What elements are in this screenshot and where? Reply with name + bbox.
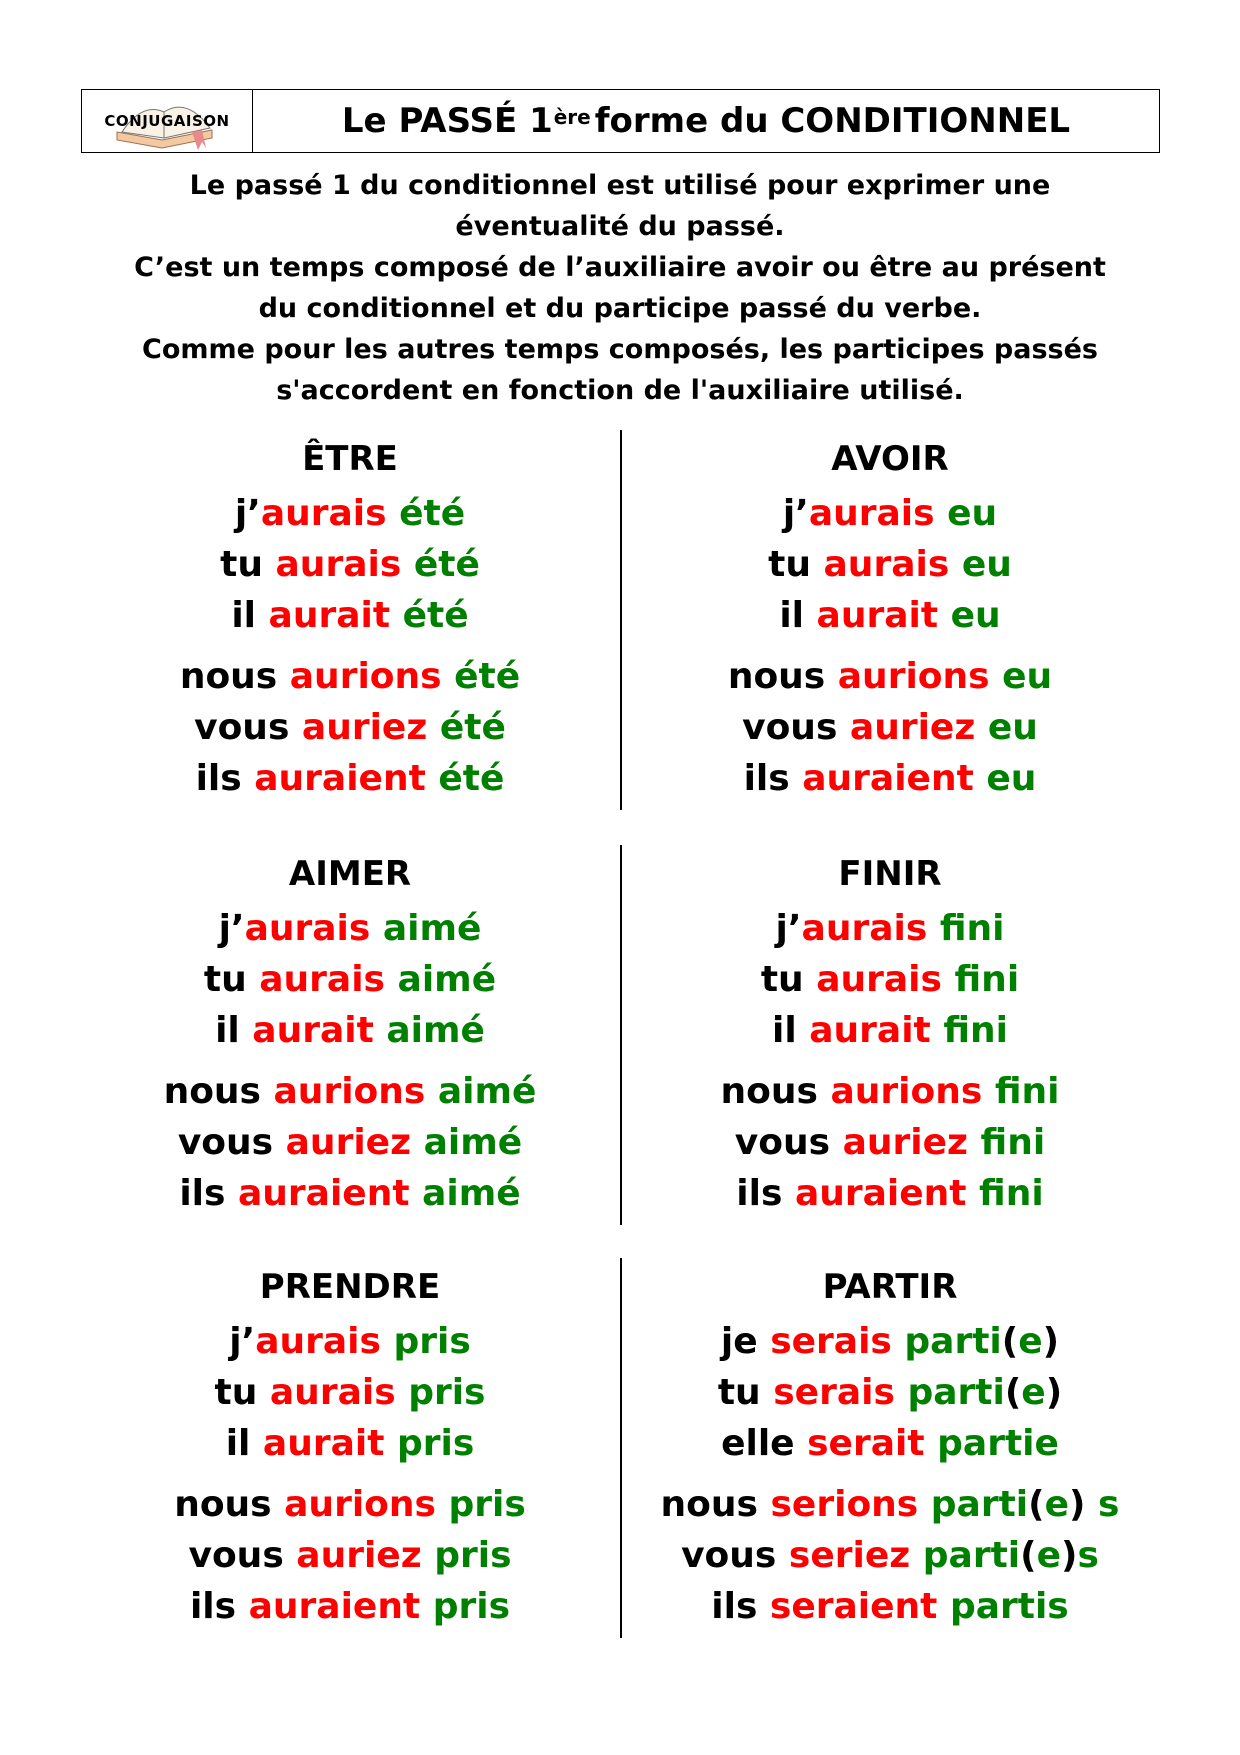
conjugation-line: il aurait fini (772, 1010, 1008, 1051)
conjugation-line: vous auriez fini (734, 1122, 1046, 1163)
conjugation-line: tu serais parti(e) (717, 1372, 1063, 1413)
conjugation-line: nous aurions eu (727, 656, 1053, 697)
verb-heading: AIMER (288, 854, 412, 894)
conjugation-line: elle serait partie (721, 1423, 1059, 1464)
conjugation-line: nous serions parti(e) s (660, 1484, 1120, 1525)
verb-heading: PRENDRE (259, 1267, 441, 1307)
conjugation-line: vous auriez été (194, 707, 506, 748)
conjugation-line: il aurait eu (779, 595, 1001, 636)
verb-block-être (80, 430, 620, 804)
conjugation-line: je serais parti(e) (720, 1321, 1060, 1362)
conjugation-line: j’aurais eu (782, 493, 998, 534)
conjugation-line: vous seriez parti(e)s (681, 1535, 1099, 1576)
conjugation-line: il aurait pris (225, 1423, 475, 1464)
conjugation-line: tu aurais pris (214, 1372, 486, 1413)
conjugation-line: il aurait aimé (215, 1010, 485, 1051)
conjugation-line: j’aurais été (234, 493, 466, 534)
verb-block-finir (620, 845, 1160, 1219)
intro-paragraph: Le passé 1 du conditionnel est utilisé pour exprimer une éventualité du passé. C’est un temps composé de l’auxiliaire avoir ou être au présent du conditionnel et du participe passé du verbe. Comme pour les autres temps composés, les participes passés s'accordent en fonction de l'auxiliaire utilisé. (134, 170, 1106, 406)
verb-block-aimer (80, 845, 620, 1219)
conjugation-line: vous auriez eu (742, 707, 1038, 748)
title-box (81, 89, 1160, 153)
verb-heading: AVOIR (831, 439, 949, 479)
conjugation-line: j’aurais fini (775, 908, 1005, 949)
conjugation-line: ils auraient eu (743, 758, 1037, 799)
conjugation-line: ils auraient pris (189, 1586, 511, 1627)
verb-block-partir (620, 1258, 1160, 1632)
verb-heading: ÊTRE (302, 439, 398, 479)
conjugation-line: vous auriez pris (188, 1535, 512, 1576)
conjugation-line: tu aurais aimé (203, 959, 497, 1000)
conjugation-line: ils seraient partis (711, 1586, 1069, 1627)
page-title: Le PASSÉ 1 $^{ère}$ forme du CONDITIONNEL (341, 101, 1071, 141)
conjugation-line: nous aurions aimé (163, 1071, 537, 1112)
conjugation-line: vous auriez aimé (177, 1122, 523, 1163)
conjugation-line: j’aurais aimé (218, 908, 482, 949)
conjugation-line: nous aurions été (179, 656, 521, 697)
conjugation-line: ils auraient été (195, 758, 505, 799)
conjugation-line: j’aurais pris (229, 1321, 471, 1362)
conjugation-line: tu aurais fini (760, 959, 1020, 1000)
conjugation-line: nous aurions fini (720, 1071, 1060, 1112)
conjugation-line: tu aurais été (220, 544, 480, 585)
conjugaison-logo (82, 90, 253, 152)
conjugation-line: il aurait été (231, 595, 469, 636)
verb-block-avoir (620, 430, 1160, 804)
logo-label: CONJUGAISON (104, 112, 230, 130)
verb-heading: FINIR (838, 854, 942, 894)
conjugation-line: ils auraient aimé (179, 1173, 521, 1214)
verb-heading: PARTIR (822, 1267, 958, 1307)
verb-block-prendre (80, 1258, 620, 1632)
conjugation-line: nous aurions pris (174, 1484, 526, 1525)
conjugation-line: tu aurais eu (768, 544, 1012, 585)
conjugation-line: ils auraient fini (736, 1173, 1044, 1214)
